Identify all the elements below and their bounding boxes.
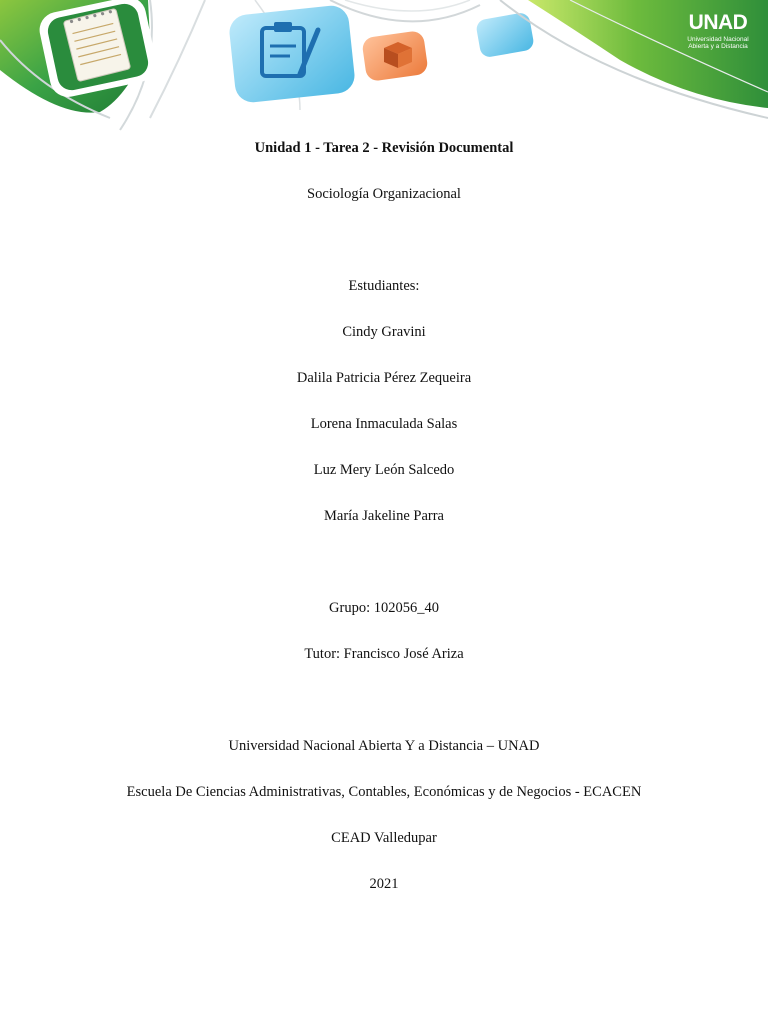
header-banner [0, 0, 768, 140]
year: 2021 [369, 876, 399, 892]
course-name: Sociología Organizacional [307, 186, 461, 202]
group-number: Grupo: 102056_40 [329, 600, 439, 616]
student-name: Lorena Inmaculada Salas [310, 416, 458, 432]
student-name: Dalila Patricia Pérez Zequeira [296, 370, 472, 386]
tutor-name: Tutor: Francisco José Ariza [304, 646, 464, 662]
logo-subtitle-line2: Abierta y a Distancia [688, 43, 748, 50]
notepad-icon [36, 0, 160, 100]
document-title: Unidad 1 - Tarea 2 - Revisión Documental [254, 140, 514, 156]
unad-logo [676, 4, 760, 50]
logo-word: UNAD [688, 11, 748, 34]
box-icon [361, 30, 429, 82]
student-name: Luz Mery León Salcedo [313, 462, 455, 478]
clipboard-icon [228, 4, 357, 104]
center-name: CEAD Valledupar [331, 830, 437, 846]
school-name: Escuela De Ciencias Administrativas, Contables, Económicas y de Negocios - ECACEN [126, 784, 642, 800]
student-name: Cindy Gravini [342, 324, 426, 340]
university-name: Universidad Nacional Abierta Y a Distancia – UNAD [228, 738, 540, 754]
student-name: María Jakeline Parra [324, 508, 444, 524]
students-label: Estudiantes: [348, 278, 420, 294]
logo-subtitle-line1: Universidad Nacional [687, 36, 749, 43]
